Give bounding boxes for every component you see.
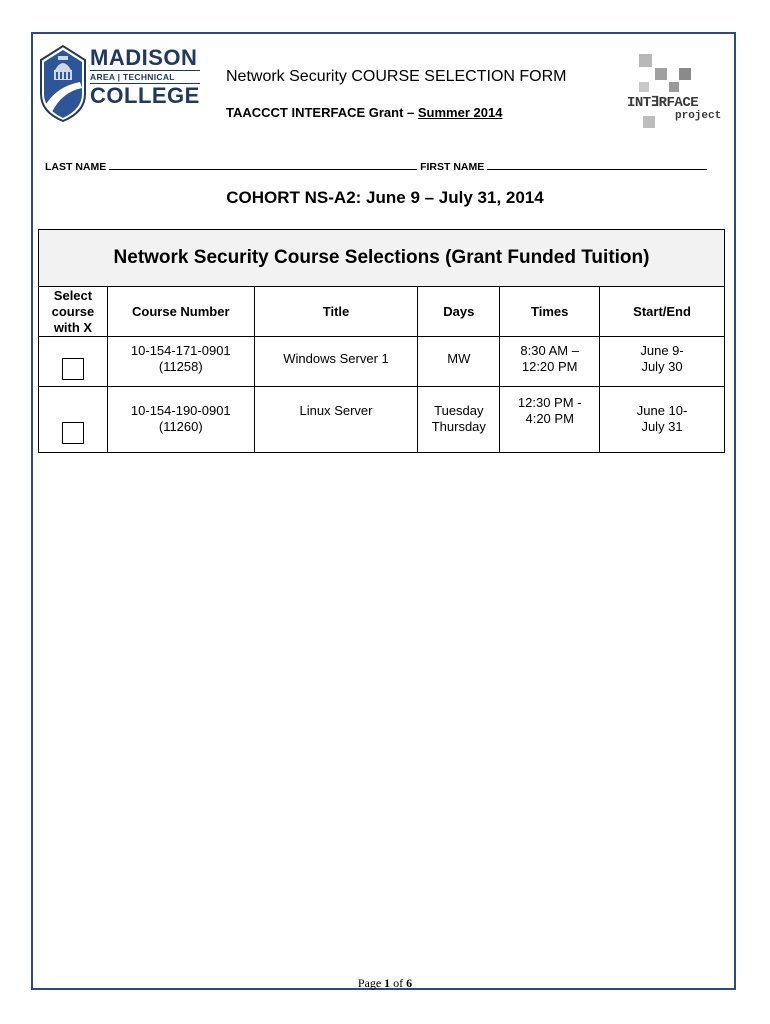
form-title: Network Security COURSE SELECTION FORM [226, 68, 567, 85]
column-header-course-number: Course Number [107, 287, 254, 337]
project-word: project [675, 110, 722, 122]
start-end-line: June 9- [640, 343, 684, 358]
times-line: 12:20 PM [521, 359, 578, 374]
name-fields [45, 160, 721, 173]
course-number-cell [107, 387, 254, 453]
select-checkbox[interactable] [62, 422, 84, 444]
course-number-cell [107, 337, 254, 387]
start-end-line: June 10- [636, 403, 688, 418]
course-title-cell: Linux Server [254, 387, 418, 453]
page-of: of [390, 976, 407, 990]
times-cell [500, 387, 600, 453]
select-cell [39, 337, 108, 387]
grant-line [226, 105, 502, 120]
last-name-label: LAST NAME [45, 161, 107, 173]
interface-project-logo [625, 50, 720, 130]
days-line: Tuesday [434, 403, 484, 418]
course-crn: (11258) [158, 359, 203, 374]
logo-square-icon [669, 82, 679, 92]
days-cell [418, 337, 500, 387]
start-end-line: July 31 [641, 419, 683, 434]
interface-word: INT∃RFACE [627, 95, 699, 111]
logo-square-icon [639, 82, 649, 92]
table-row [39, 337, 725, 387]
course-crn: (11260) [158, 419, 203, 434]
logo-square-icon [655, 68, 667, 80]
column-header-times: Times [500, 287, 600, 337]
select-header-line: with X [53, 320, 93, 335]
page-current: 1 [384, 976, 391, 990]
logo-square-icon [643, 116, 655, 128]
madison-word: MADISON [90, 45, 198, 70]
course-selection-table [38, 229, 725, 453]
college-word: COLLEGE [90, 83, 200, 108]
logo-square-icon [639, 54, 652, 67]
select-header-line: Select [53, 288, 93, 303]
page-border [31, 32, 736, 990]
times-cell [500, 337, 600, 387]
days-cell [418, 387, 500, 453]
madison-college-logo [38, 42, 200, 122]
column-header-select [39, 287, 108, 337]
start-end-cell [600, 387, 725, 453]
grant-prefix: TAACCCT INTERFACE Grant – [226, 105, 418, 120]
page-total: 6 [406, 976, 413, 990]
select-header-line: course [51, 304, 95, 319]
course-title-cell: Windows Server 1 [254, 337, 418, 387]
start-end-line: July 30 [641, 359, 683, 374]
last-name-input[interactable] [109, 160, 417, 170]
cohort-heading: COHORT NS-A2: June 9 – July 31, 2014 [226, 188, 544, 207]
start-end-cell [600, 337, 725, 387]
page-label: Page [357, 976, 385, 990]
table-row [39, 387, 725, 453]
course-number: 10-154-190-0901 [130, 403, 231, 418]
days-line: MW [447, 351, 471, 366]
first-name-input[interactable] [487, 160, 707, 170]
column-header-start-end: Start/End [600, 287, 725, 337]
times-line: 12:30 PM - [517, 395, 582, 410]
table-title: Network Security Course Selections (Grant Funded Tuition) [39, 230, 725, 287]
course-number: 10-154-171-0901 [130, 343, 231, 358]
grant-term: Summer 2014 [417, 105, 503, 120]
column-header-days: Days [418, 287, 500, 337]
logo-square-icon [679, 68, 691, 80]
select-cell [39, 387, 108, 453]
first-name-label: FIRST NAME [420, 161, 485, 173]
column-header-title: Title [254, 287, 418, 337]
times-line: 8:30 AM – [520, 343, 579, 358]
select-checkbox[interactable] [62, 358, 84, 380]
times-line: 4:20 PM [525, 411, 574, 426]
days-line: Thursday [431, 419, 486, 434]
capitol-shield-icon [38, 42, 88, 122]
page-number [0, 976, 770, 991]
area-technical-word: AREA | TECHNICAL [90, 70, 200, 84]
